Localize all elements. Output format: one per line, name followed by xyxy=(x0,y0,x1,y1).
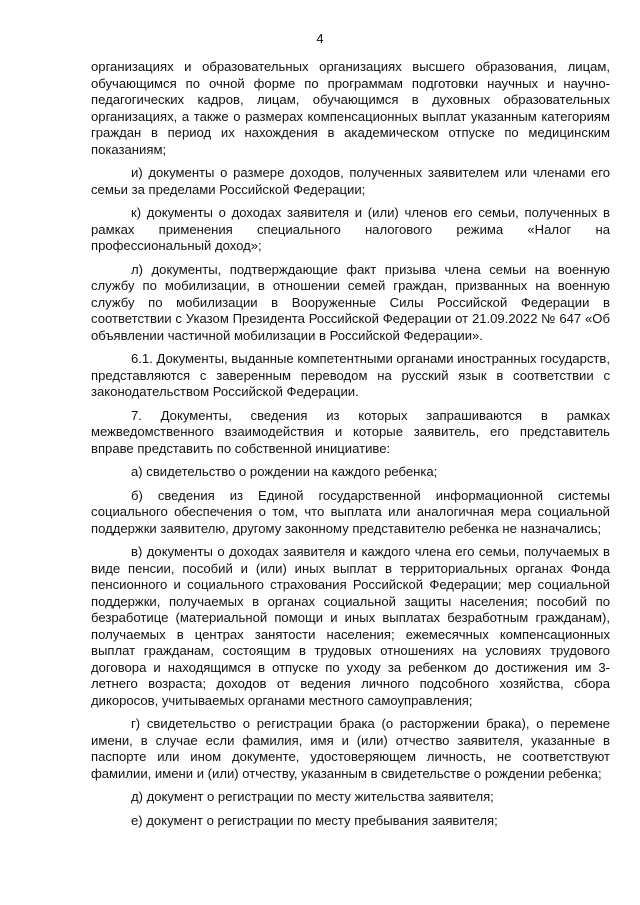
paragraph-item-a: а) свидетельство о рождении на каждого ребенка; xyxy=(131,464,438,479)
paragraph-continuation: организациях и образовательных организациях высшего образования, лицам, обучающимся по очной форме по программам подготовки научных и научно-педагогических кадров, лицам, обучающимся в духовных образовательных организациях, а также о размерах компенсационных выплат указанным категориям граждан в период их нахождения в академическом отпуске по медицинским показаниям; xyxy=(91,59,610,157)
paragraph-7: 7. Документы, сведения из которых запрашиваются в рамках межведомственного взаимодействия и которые заявитель, его представитель вправе представить по собственной инициативе: xyxy=(91,407,610,456)
paragraph-item-b: б) сведения из Единой государственной информационной системы социального обеспечения о том, что выплата или аналогичная мера социальной поддержки заявителю, другому законному представителю ребенка не назначались; xyxy=(91,487,610,536)
paragraph-item-g: г) свидетельство о регистрации брака (о расторжении брака), о перемене имени, в случае если фамилия, имя и (или) отчество заявителя, указанные в паспорте или ином документе, удостоверяющем личность, не соответствуют фамилии, имени и (или) отчеству, указанным в свидетельстве о рождении ребенка; xyxy=(91,716,610,781)
page-number: 4 xyxy=(316,31,324,46)
paragraph-item-v: в) документы о доходах заявителя и каждого члена его семьи, получаемых в виде пенсии, пособий и (или) иных выплат в территориальных органах Фонда пенсионного и социального страхования Российской Федерации; мер социальной поддержки, получаемых в органах социальной защиты населения; пособий по безработице (материальной помощи и иных выплатах безработным гражданам), получаемых в центрах занятости населения; ежемесячных компенсационных выплат гражданам, состоящим в трудовых отношениях на условиях трудового договора и находящимся в отпуске по уходу за ребенком до достижения им 3-летнего возраста; доходов от ведения личного подсобного хозяйства, сбора дикоросов, учитываемых органами местного самоуправления; xyxy=(91,544,610,708)
paragraph-item-k: к) документы о доходах заявителя и (или) членов его семьи, полученных в рамках применения специального налогового режима «Налог на профессиональный доход»; xyxy=(91,205,610,253)
paragraph-item-e: е) документ о регистрации по месту пребывания заявителя; xyxy=(131,812,498,828)
paragraph-6-1: 6.1. Документы, выданные компетентными органами иностранных государств, представляются с заверенным переводом на русский язык в соответствии с законодательством Российской Федерации. xyxy=(91,351,610,399)
paragraph-item-d: д) документ о регистрации по месту жительства заявителя; xyxy=(131,789,494,804)
paragraph-item-l: л) документы, подтверждающие факт призыва члена семьи на военную службу по мобилизации, в отношении семей граждан, призванных на военную службу по мобилизации в Вооруженные Силы Российской Федерации в соответствии с Указом Президента Российской Федерации от 21.09.2022 № 647 «Об объявлении частичной мобилизации в Российской Федерации». xyxy=(91,261,610,343)
document-body xyxy=(91,59,610,836)
paragraph-item-i: и) документы о размере доходов, полученных заявителем или членами его семьи за пределами Российской Федерации; xyxy=(91,165,610,197)
